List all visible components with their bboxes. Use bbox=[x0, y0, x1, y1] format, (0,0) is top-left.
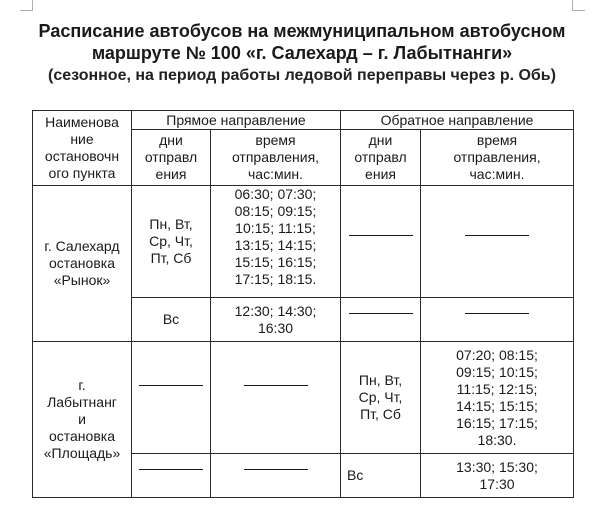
document-title bbox=[0, 20, 604, 88]
empty-dash bbox=[349, 235, 413, 236]
salekhard-weekday-times: 06:30; 07:30; 08:15; 09:15; 10:15; 11:15; 13:15; 14:15; 15:15; 16:15; 17:15; 18:15. bbox=[211, 186, 341, 298]
header-forward-time: время отправления, час:мин. bbox=[211, 130, 341, 186]
header-forward-days: дни отправл ения bbox=[132, 130, 211, 186]
empty-dash bbox=[244, 385, 308, 386]
header-reverse-direction: Обратное направление bbox=[341, 111, 574, 130]
labytnangi-sunday-times: 13:30; 15:30; 17:30 bbox=[421, 454, 574, 498]
labytnangi-stop-name: г. Лабытнанг и остановка «Площадь» bbox=[33, 342, 132, 498]
salekhard-sunday-reverse-days-empty bbox=[341, 298, 421, 342]
salekhard-sunday-reverse-times-empty bbox=[421, 298, 574, 342]
corner-crop-mark-right bbox=[572, 0, 585, 11]
labytnangi-sunday-forward-times-empty bbox=[211, 454, 341, 498]
empty-dash bbox=[139, 469, 203, 470]
title-line-3: (сезонное, на период работы ледовой переправы через р. Обь) bbox=[48, 67, 556, 84]
header-forward-direction: Прямое направление bbox=[132, 111, 341, 130]
empty-dash bbox=[244, 469, 308, 470]
salekhard-weekday-days: Пн, Вт, Ср, Чт, Пт, Сб bbox=[132, 186, 211, 298]
empty-dash bbox=[349, 313, 413, 314]
salekhard-weekday-row bbox=[33, 186, 574, 298]
labytnangi-sunday-forward-days-empty bbox=[132, 454, 211, 498]
salekhard-stop-name: г. Салехард остановка «Рынок» bbox=[33, 186, 132, 342]
labytnangi-weekday-row bbox=[33, 342, 574, 454]
corner-crop-mark-left bbox=[20, 0, 33, 11]
labytnangi-weekday-forward-days-empty bbox=[132, 342, 211, 454]
labytnangi-sunday-days: Вс bbox=[341, 454, 421, 498]
salekhard-weekday-reverse-times-empty bbox=[421, 186, 574, 298]
empty-dash bbox=[465, 235, 529, 236]
header-row-1 bbox=[33, 111, 574, 130]
header-reverse-days: дни отправл ения bbox=[341, 130, 421, 186]
salekhard-sunday-times: 12:30; 14:30; 16:30 bbox=[211, 298, 341, 342]
header-reverse-time: время отправления, час:мин. bbox=[421, 130, 574, 186]
title-line-2: маршруте № 100 «г. Салехард – г. Лабытнанги» bbox=[91, 43, 513, 63]
salekhard-sunday-days: Вс bbox=[132, 298, 211, 342]
empty-dash bbox=[465, 313, 529, 314]
labytnangi-weekday-days: Пн, Вт, Ср, Чт, Пт, Сб bbox=[341, 342, 421, 454]
empty-dash bbox=[139, 385, 203, 386]
title-line-1: Расписание автобусов на межмуниципальном автобусном bbox=[38, 21, 566, 41]
schedule-table bbox=[32, 110, 574, 498]
header-stop-name: Наименова ние остановочн ого пункта bbox=[33, 111, 132, 186]
labytnangi-weekday-forward-times-empty bbox=[211, 342, 341, 454]
salekhard-weekday-reverse-days-empty bbox=[341, 186, 421, 298]
labytnangi-weekday-times: 07:20; 08:15; 09:15; 10:15; 11:15; 12:15; 14:15; 15:15; 16:15; 17:15; 18:30. bbox=[421, 342, 574, 454]
